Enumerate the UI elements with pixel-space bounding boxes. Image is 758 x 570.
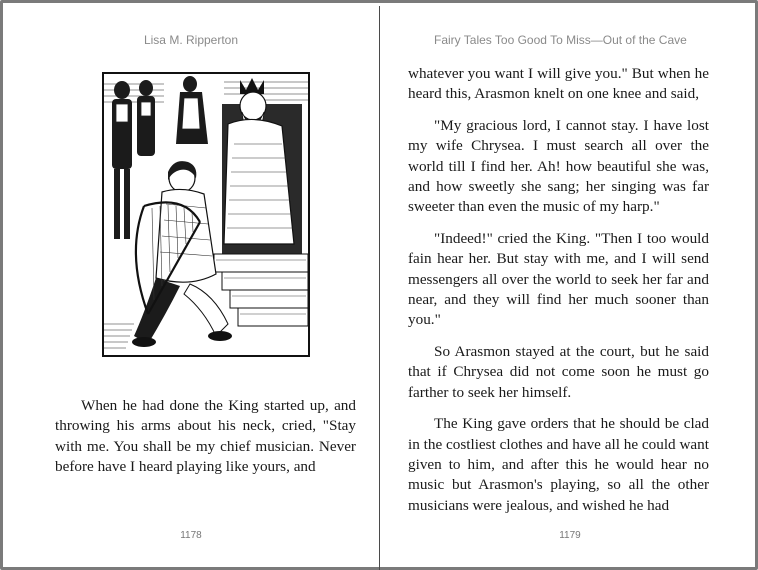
paragraph: The King gave orders that he should be clad in the costliest clothes and have all he could want given to him, and after this he would hear no music but Arasmon's playing, so all the other musicians were jealous, and wished he had <box>408 415 709 514</box>
illustration-artwork <box>104 74 308 355</box>
right-page-text <box>408 64 709 527</box>
paragraph: "Indeed!" cried the King. "Then I too would fain hear her. But stay with me, and I will send messengers all over the world to seek her far and near, and they will find her much sooner than you." <box>408 229 709 329</box>
paragraph: So Arasmon stayed at the court, but he said that if Chrysea did not come soon he must go farther to seek her himself. <box>408 342 709 401</box>
harpist-before-king-illustration <box>102 72 310 357</box>
continued-paragraph: whatever you want I will give you." But when he heard this, Arasmon knelt on one knee and said, <box>408 65 709 103</box>
left-page-text <box>55 396 356 489</box>
right-running-head: Fairy Tales Too Good To Miss—Out of the Cave <box>434 33 687 47</box>
left-page-number: 1178 <box>180 530 202 541</box>
page-divider <box>379 6 380 570</box>
paragraph: When he had done the King started up, and throwing his arms about his neck, cried, "Stay with me. You shall be my chief musician. Never before have I heard playing like yours, and <box>55 397 356 476</box>
paragraph: "My gracious lord, I cannot stay. I have lost my wife Chrysea. I must search all over the world till I find her. Ah! how beautiful she was, and how sweetly she sang; her singing was far sweeter than even the music of my harp." <box>408 116 709 216</box>
left-running-head: Lisa M. Ripperton <box>143 33 239 47</box>
right-page-number: 1179 <box>559 530 581 541</box>
